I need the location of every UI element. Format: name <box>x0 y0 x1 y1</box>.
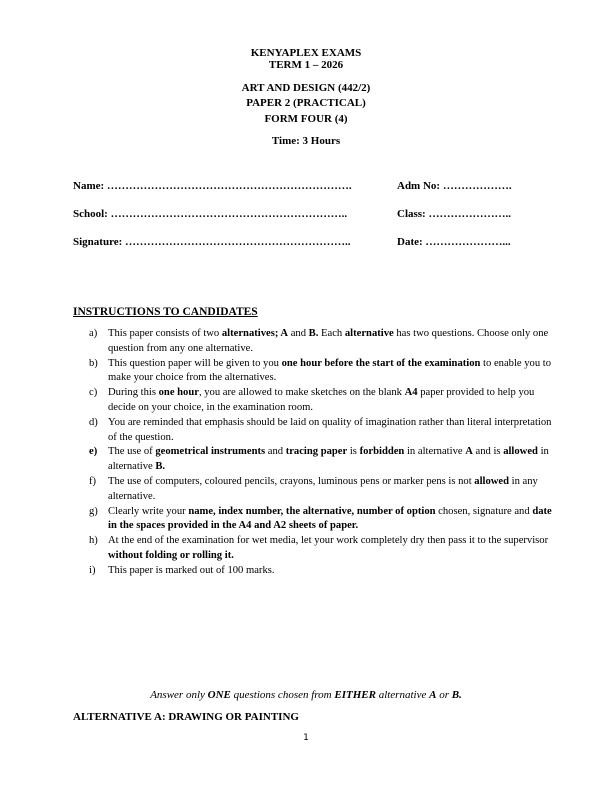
instruction-label: b) <box>89 357 98 369</box>
instruction-item <box>89 327 559 357</box>
bold-text: tracing paper <box>285 446 348 458</box>
bold-text: one hour before the start of the examination <box>281 357 481 369</box>
text-run: The use of <box>108 446 156 458</box>
text-run: You are reminded that emphasis should be laid on quality of imagination rather than literal interpretation of the question. <box>108 416 552 443</box>
signature-field: Signature: …………………………………………………….. <box>73 236 351 248</box>
bold-text: allowed <box>474 475 510 487</box>
instructions-list <box>89 327 559 579</box>
text-run: At the end of the examination for wet media, let your work completely dry then pass it to the supervisor <box>108 535 549 547</box>
text-run: This paper is marked out of 100 marks. <box>108 564 275 576</box>
instruction-text <box>108 446 549 472</box>
text-run: in any alternative. <box>108 475 538 502</box>
instruction-text <box>108 358 551 384</box>
bold-text: alternatives; A <box>221 328 289 339</box>
instruction-label: d) <box>89 416 98 428</box>
text-run: in alternative <box>404 446 466 458</box>
bold-text: one hour <box>158 387 199 399</box>
text-run: Each <box>318 328 345 339</box>
instruction-item <box>89 534 559 564</box>
text-run: and <box>265 446 286 458</box>
instruction-label: a) <box>89 328 98 339</box>
bold-text: B. <box>308 328 319 339</box>
text-run: This question paper will be given to you <box>108 357 282 369</box>
instruction-item <box>89 505 559 535</box>
instruction-label: i) <box>89 564 96 576</box>
date-field: Date: …………………... <box>397 236 511 248</box>
bold-text: B. <box>451 689 462 701</box>
exam-term: TERM 1 – 2026 <box>268 59 344 71</box>
text-run: questions chosen from <box>230 689 335 701</box>
instruction-label: h) <box>89 535 98 547</box>
text-run: paper provided to help you decide on your choice, in the examination room. <box>108 387 535 413</box>
bold-text: A <box>465 446 473 458</box>
instruction-label: e) <box>89 446 98 458</box>
instruction-text <box>108 565 275 576</box>
text-run: During this <box>108 387 159 399</box>
text-run: The use of computers, coloured pencils, crayons, luminous pens or marker pens is not <box>108 475 475 487</box>
instruction-text <box>108 387 534 413</box>
text-run: Answer only <box>150 689 208 701</box>
bold-text: allowed <box>503 446 538 458</box>
text-run: Clearly write your <box>108 505 189 517</box>
subject-title: ART AND DESIGN (442/2) <box>241 82 371 94</box>
text-run: and <box>288 328 309 339</box>
bold-text: alternative <box>344 328 394 339</box>
instruction-label: g) <box>89 505 98 517</box>
page-number: 1 <box>303 733 309 743</box>
instruction-item <box>89 357 559 387</box>
class-field: Class: ………………….. <box>397 208 511 220</box>
bold-text: forbidden <box>359 446 405 458</box>
answer-instruction-note <box>0 689 612 701</box>
text-run: alternative <box>375 689 430 701</box>
text-run: is <box>347 446 360 458</box>
instruction-label: f) <box>89 475 97 487</box>
text-run: and is <box>472 446 504 458</box>
time-allowed: Time: 3 Hours <box>271 135 341 147</box>
bold-text: A4 <box>404 387 418 399</box>
text-run: has two questions. Choose only one question from any one alternative. <box>108 328 549 354</box>
text-run: in alternative <box>108 446 549 473</box>
text-run: , you are allowed to make sketches on the blank <box>198 387 405 399</box>
text-run: or <box>436 689 452 701</box>
bold-text: without folding or rolling it. <box>108 549 234 561</box>
instruction-item <box>89 416 559 446</box>
bold-text: B. <box>155 461 166 473</box>
instruction-text <box>108 328 548 354</box>
bold-text: name, index number, the alternative, number of option <box>188 505 436 517</box>
instruction-item <box>89 386 559 416</box>
instruction-text <box>108 535 548 561</box>
bold-text: A <box>429 689 437 701</box>
instruction-text <box>108 506 552 532</box>
bold-text: EITHER <box>334 689 376 701</box>
text-run: This paper consists of two <box>108 328 222 339</box>
bold-text: date in the spaces provided in the A4 and A2 sheets of paper. <box>108 505 552 532</box>
instruction-item <box>89 475 559 505</box>
alternative-a-heading: ALTERNATIVE A: DRAWING OR PAINTING <box>73 711 299 723</box>
school-field: School: ……………………………………………………….. <box>73 208 348 220</box>
instruction-item <box>89 564 559 579</box>
instruction-item <box>89 445 559 475</box>
form-title: FORM FOUR (4) <box>264 113 348 125</box>
instruction-text <box>108 417 551 443</box>
paper-title: PAPER 2 (PRACTICAL) <box>246 97 366 109</box>
bold-text: geometrical instruments <box>155 446 266 458</box>
exam-title: KENYAPLEX EXAMS <box>250 47 362 59</box>
instruction-text <box>108 476 538 502</box>
adm-no-field: Adm No: ………………. <box>397 180 512 192</box>
text-run: chosen, signature and <box>435 505 533 517</box>
bold-text: ONE <box>207 689 231 701</box>
instruction-label: c) <box>89 387 98 399</box>
name-field: Name: …………………………………………………………. <box>73 180 352 192</box>
instructions-heading: INSTRUCTIONS TO CANDIDATES <box>73 306 258 318</box>
text-run: to enable you to make your choice from the alternatives. <box>108 357 552 384</box>
